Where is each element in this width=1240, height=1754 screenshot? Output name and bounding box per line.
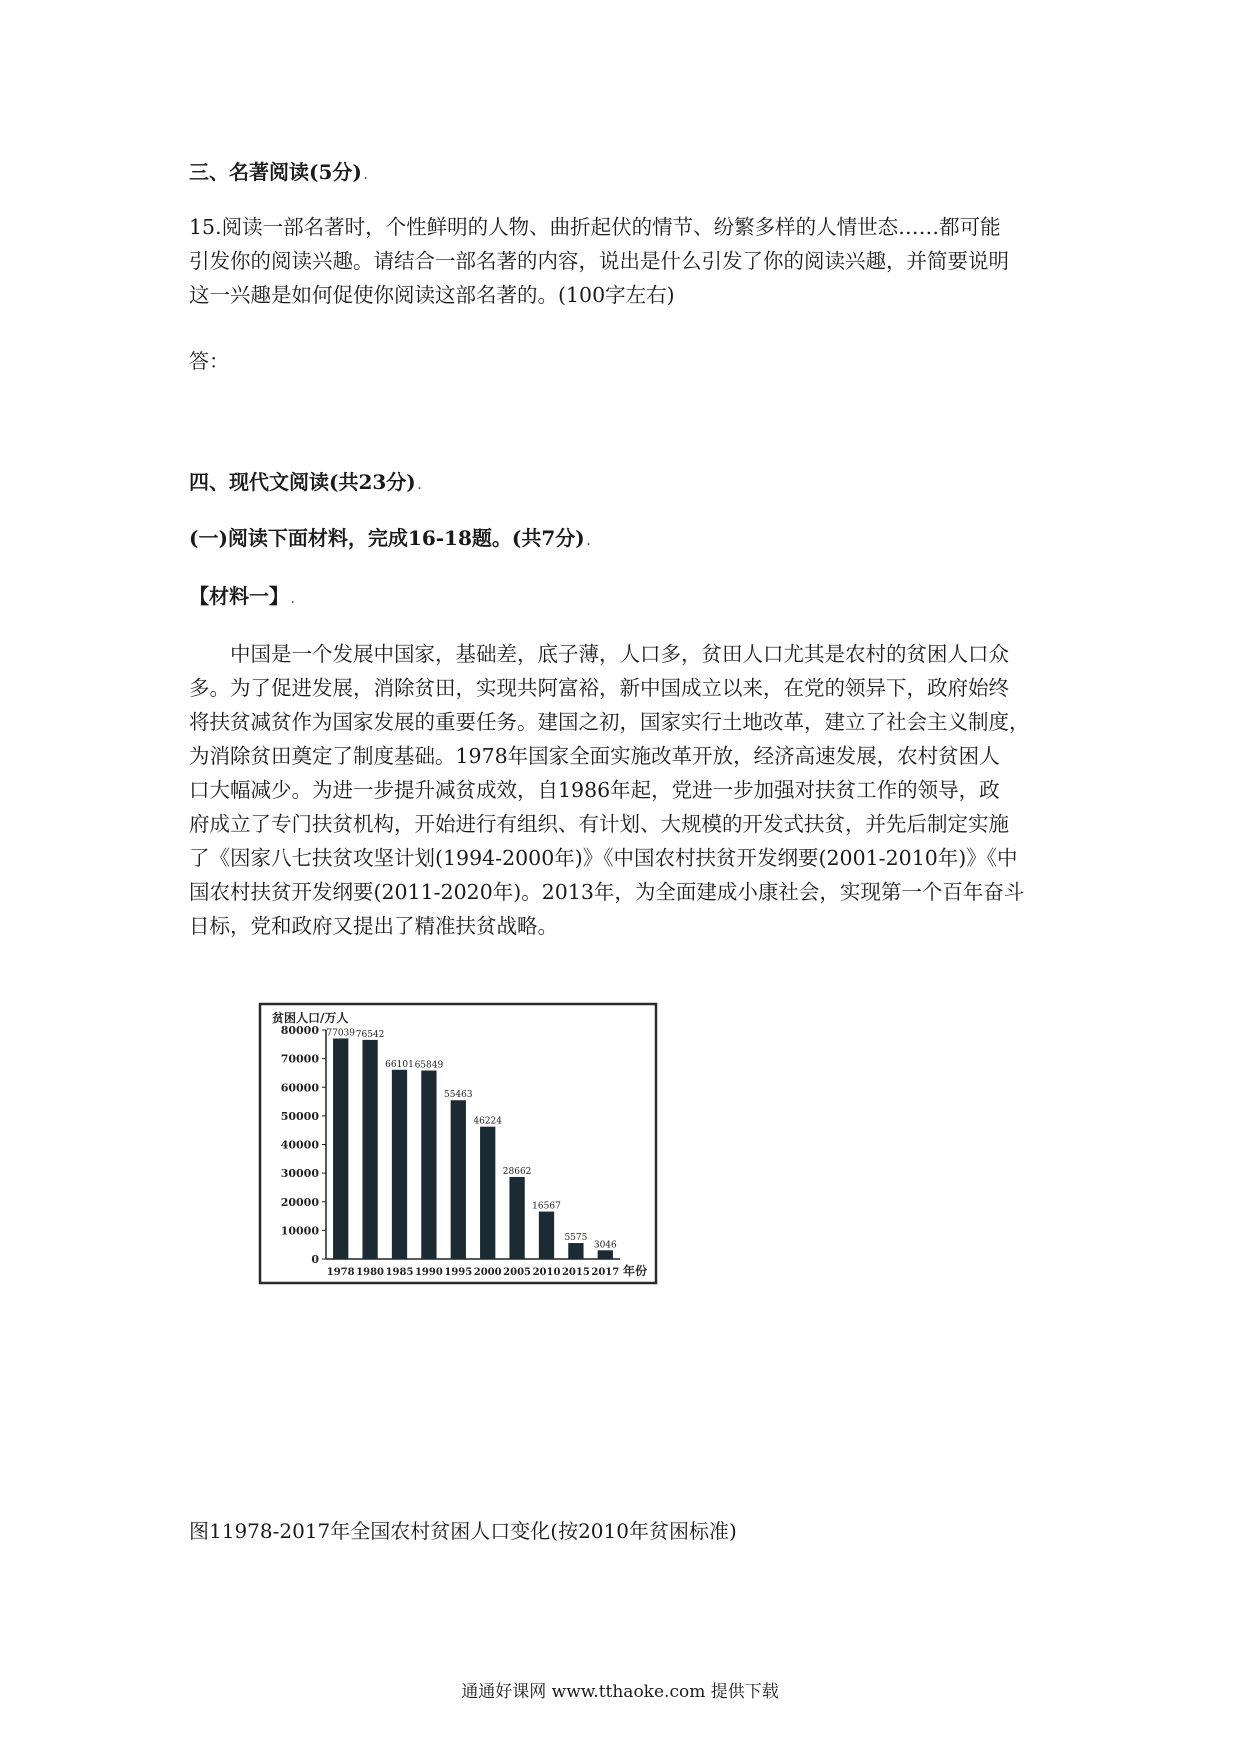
bar-value-label: 65849 [414, 1060, 444, 1071]
x-tick-label: 2005 [503, 1267, 532, 1278]
bar-1990 [421, 1071, 436, 1259]
y-tick-label: 10000 [280, 1224, 319, 1238]
y-tick-label: 40000 [280, 1138, 319, 1152]
x-tick-label: 2017 [591, 1267, 620, 1278]
bar-value-label: 66101 [385, 1059, 414, 1070]
x-tick-label: 1985 [385, 1267, 414, 1278]
x-tick-label: 2015 [561, 1267, 590, 1278]
bar-2005 [509, 1177, 524, 1259]
bar-1985 [392, 1070, 407, 1259]
bar-2017 [598, 1250, 613, 1259]
bar-2015 [568, 1243, 583, 1259]
bar-1995 [451, 1100, 466, 1259]
question-line: 15.阅读一部名著时，个性鲜明的人物、曲折起伏的情节、纷繁多样的人情世态……都可能 [189, 215, 1001, 239]
footer-text: 通通好课网 www.tthaoke.com 提供下载 [461, 1682, 779, 1702]
bar-value-label: 76542 [355, 1029, 385, 1040]
bar-value-label: 16567 [532, 1201, 561, 1212]
x-tick-label: 1995 [444, 1267, 473, 1278]
material-label: 【材料一】 . [189, 584, 295, 608]
paragraph-line: 日标，党和政府又提出了精准扶贫战略。 [189, 914, 558, 938]
y-tick-label: 30000 [280, 1167, 319, 1181]
paragraph-line: 为消除贫田奠定了制度基础。1978年国家全面实施改革开放，经济高速发展，农村贫困人 [189, 744, 1000, 768]
y-tick-label: 0 [311, 1253, 319, 1266]
section4-subheading: (一)阅读下面材料，完成16-18题。(共7分) . [189, 526, 591, 550]
material-paragraph [189, 637, 1055, 943]
bar-2000 [480, 1127, 495, 1259]
x-axis-label: 年份 [623, 1264, 648, 1278]
bar-value-label: 77039 [326, 1028, 356, 1039]
bar-value-label: 5575 [564, 1233, 588, 1244]
bar-value-label: 3046 [593, 1240, 617, 1251]
x-tick-group [327, 1267, 619, 1278]
chart-svg [258, 1002, 658, 1285]
y-tick-label: 50000 [280, 1109, 319, 1123]
y-tick-label: 70000 [280, 1052, 319, 1066]
x-tick-label: 1990 [414, 1267, 443, 1278]
bar-value-label: 28662 [502, 1166, 532, 1177]
section3-heading: 三、名著阅读(5分) . [189, 160, 368, 184]
bar-1978 [333, 1038, 348, 1259]
y-tick-label: 20000 [280, 1195, 319, 1209]
paragraph-line: 国农村扶贫开发纲要(2011-2020年)。2013年，为全面建成小康社会，实现第一个百年奋斗 [189, 880, 1025, 904]
paragraph-line: 府成立了专门扶贫机构，开始进行有组织、有计划、大规模的开发式扶贫，并先后制定实施 [189, 812, 1009, 836]
paragraph-line: 了《因家八七扶贫攻坚计划(1994-2000年)》《中国农村扶贫开发纲要(2001-2010年)》《中 [189, 846, 1018, 870]
paragraph-line: 将扶贫减贫作为国家发展的重要任务。建国之初，国家实行土地改革，建立了社会主义制度， [189, 710, 1030, 734]
bar-value-label: 46224 [473, 1116, 503, 1127]
paragraph-line: 口大幅减少。为进一步提升减贫成效，自1986年起，党进一步加强对扶贫工作的领导，政 [189, 778, 1000, 802]
bar-1980 [362, 1040, 377, 1259]
x-tick-label: 1980 [356, 1267, 385, 1278]
question-line: 这一兴趣是如何促使你阅读这部名著的。(100字左右) [189, 283, 675, 307]
y-tick-label: 80000 [280, 1024, 319, 1037]
paragraph-line: 多。为了促进发展，消除贫田，实现共阿富裕，新中国成立以来，在党的领异下，政府始终 [189, 676, 1009, 700]
paragraph-line: 中国是一个发展中国家，基础差，底子薄，人口多，贫田人口尤其是农村的贫困人口众 [189, 642, 1009, 666]
bar-2010 [539, 1212, 554, 1259]
bar-value-label: 55463 [443, 1090, 473, 1101]
x-tick-label: 2010 [532, 1267, 561, 1278]
x-tick-label: 2000 [473, 1267, 502, 1278]
question-15 [189, 210, 1055, 312]
answer-label: 答： [189, 349, 229, 373]
section4-heading: 四、现代文阅读(共23分) . [189, 470, 422, 494]
question-line: 引发你的阅读兴趣。请结合一部名著的内容，说出是什么引发了你的阅读兴趣，并简要说明 [189, 249, 1009, 273]
poverty-bar-chart [258, 1002, 658, 1285]
figure-caption: 图11978-2017年全国农村贫困人口变化(按2010年贫困标准) [189, 1519, 737, 1543]
y-tick-label: 60000 [280, 1081, 319, 1095]
y-axis-label: 贫困人口/万人 [272, 1011, 349, 1025]
x-tick-label: 1978 [326, 1267, 355, 1278]
